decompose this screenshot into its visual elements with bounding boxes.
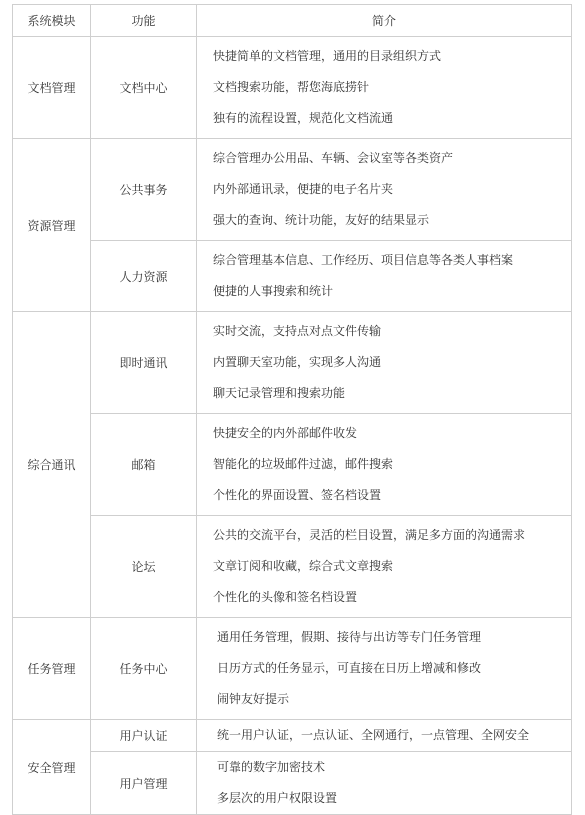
description-line: 便捷的人事搜索和统计 xyxy=(213,284,334,298)
description-cell xyxy=(197,720,572,752)
table-row xyxy=(13,516,572,618)
description-cell xyxy=(197,752,572,815)
header-description: 简介 xyxy=(197,5,572,37)
description-line: 公共的交流平台，灵活的栏目设置，满足多方面的沟通需求 xyxy=(213,528,526,542)
module-cell: 任务管理 xyxy=(13,618,91,720)
module-cell: 综合通讯 xyxy=(13,312,91,618)
module-cell: 资源管理 xyxy=(13,139,91,312)
function-cell: 用户管理 xyxy=(91,752,197,815)
description-line: 个性化的界面设置、签名档设置 xyxy=(213,488,382,502)
description-line: 快捷简单的文档管理，通用的目录组织方式 xyxy=(213,49,442,63)
description-line: 独有的流程设置，规范化文档流通 xyxy=(213,111,394,125)
function-cell: 人力资源 xyxy=(91,241,197,312)
function-cell: 邮箱 xyxy=(91,414,197,516)
table-row xyxy=(13,752,572,815)
description-cell xyxy=(197,414,572,516)
header-row xyxy=(13,5,572,37)
description-line: 个性化的头像和签名档设置 xyxy=(213,590,358,604)
description-line: 综合管理基本信息、工作经历、项目信息等各类人事档案 xyxy=(213,253,514,267)
description-line: 可靠的数字加密技术 xyxy=(217,760,326,774)
description-cell xyxy=(197,241,572,312)
description-line: 文档搜索功能，帮您海底捞针 xyxy=(213,80,370,94)
description-cell xyxy=(197,139,572,241)
description-line: 快捷安全的内外部邮件收发 xyxy=(213,426,358,440)
function-cell: 文档中心 xyxy=(91,37,197,139)
table-row xyxy=(13,720,572,752)
feature-table-container xyxy=(12,4,572,815)
description-line: 日历方式的任务显示，可直接在日历上增减和修改 xyxy=(217,661,482,675)
function-cell: 任务中心 xyxy=(91,618,197,720)
description-line: 聊天记录管理和搜索功能 xyxy=(213,386,346,400)
description-line: 内置聊天室功能，实现多人沟通 xyxy=(213,355,382,369)
description-cell xyxy=(197,618,572,720)
table-row xyxy=(13,241,572,312)
function-cell: 用户认证 xyxy=(91,720,197,752)
description-cell xyxy=(197,312,572,414)
description-cell xyxy=(197,37,572,139)
description-line: 多层次的用户权限设置 xyxy=(217,791,338,805)
description-line: 强大的查询、统计功能，友好的结果显示 xyxy=(213,213,430,227)
description-line: 综合管理办公用品、车辆、会议室等各类资产 xyxy=(213,151,454,165)
function-cell: 即时通讯 xyxy=(91,312,197,414)
function-cell: 论坛 xyxy=(91,516,197,618)
description-line: 内外部通讯录，便捷的电子名片夹 xyxy=(213,182,394,196)
description-line: 闹钟友好提示 xyxy=(217,692,290,706)
table-row xyxy=(13,312,572,414)
module-cell: 安全管理 xyxy=(13,720,91,815)
function-cell: 公共事务 xyxy=(91,139,197,241)
table-row xyxy=(13,618,572,720)
feature-table xyxy=(12,4,572,815)
table-row xyxy=(13,414,572,516)
module-cell: 文档管理 xyxy=(13,37,91,139)
description-line: 智能化的垃圾邮件过滤，邮件搜索 xyxy=(213,457,394,471)
header-function: 功能 xyxy=(91,5,197,37)
description-cell xyxy=(197,516,572,618)
table-row xyxy=(13,37,572,139)
description-line: 文章订阅和收藏，综合式文章搜索 xyxy=(213,559,394,573)
header-module: 系统模块 xyxy=(13,5,91,37)
description-line: 实时交流，支持点对点文件传输 xyxy=(213,324,382,338)
description-line: 通用任务管理，假期、接待与出访等专门任务管理 xyxy=(217,630,482,644)
table-row xyxy=(13,139,572,241)
description-line: 统一用户认证，一点认证、全网通行，一点管理、全网安全 xyxy=(217,728,530,742)
